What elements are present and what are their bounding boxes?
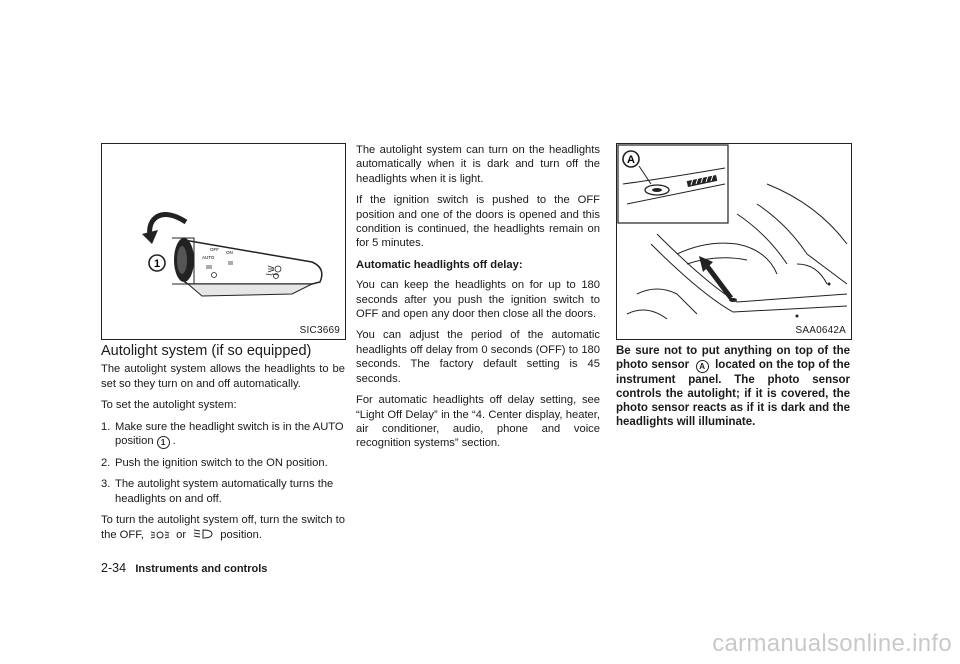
to-set-label: To set the autolight system: (101, 399, 237, 412)
warning-text-b: located on the top of the instrument panel. The photo sensor controls the autolight; if it is covered, the photo sensor reacts as if it is dark and the headlights will illuminate. (616, 359, 850, 428)
step-text: The autolight system automatically turns the headlights on and off. (115, 478, 334, 505)
turn-off-paragraph (101, 513, 345, 542)
step-2 (101, 456, 345, 470)
paragraph-4: You can adjust the period of the automatic headlights off delay from 0 seconds (OFF) to 180 seconds. The factory default setting is 45 seconds. (356, 329, 600, 385)
callout-1-ref: 1 (157, 436, 170, 449)
turn-off-end: position. (220, 528, 262, 541)
intro-paragraph: The autolight system allows the headlights to be set so they turn on and off automatically. (101, 363, 345, 390)
step-number: 1. (101, 420, 111, 433)
callout-1-label: 1 (153, 258, 161, 270)
step-number: 2. (101, 457, 111, 470)
paragraph-5: For automatic headlights off delay setting, see “Light Off Delay” in the “4. Center display, heater, air conditioner, audio, phone and voice recognition systems” section. (356, 394, 600, 450)
or-text: or (176, 528, 187, 541)
paragraph-2: If the ignition switch is pushed to the OFF position and one of the doors is opened and this condition is continued, the headlights remain on for 5 minutes. (356, 194, 600, 250)
callout-a-label: A (627, 154, 635, 166)
switch-label-auto: AUTO (202, 255, 215, 260)
headlight-switch-illustration (102, 144, 345, 339)
figure-id-left: SIC3669 (299, 325, 340, 336)
turn-off-text: To turn the autolight system off, turn the switch to the OFF, (101, 514, 345, 541)
step-end: . (172, 435, 176, 448)
section-title: Instruments and controls (135, 563, 268, 575)
site-watermark: carmanualsonline.info (712, 630, 952, 657)
step-number: 3. (101, 478, 111, 491)
photo-sensor-figure (616, 143, 852, 340)
photo-sensor-illustration (617, 144, 851, 339)
switch-label-off: OFF (210, 247, 219, 252)
step-3 (101, 477, 345, 506)
paragraph-1: The autolight system can turn on the headlights automatically when it is dark and turn off the headlights when it is light. (356, 144, 600, 185)
headlight-switch-figure (101, 143, 346, 340)
figure-id-right: SAA0642A (795, 325, 846, 336)
headlight-icon (192, 528, 214, 540)
page-number: 2-34 (101, 561, 127, 575)
page-footer (101, 561, 267, 575)
callout-a-ref: A (696, 360, 709, 373)
column-autolight-intro (101, 344, 345, 549)
parking-light-icon (150, 530, 170, 540)
step-text: Push the ignition switch to the ON position. (115, 457, 328, 470)
paragraph-3: You can keep the headlights on for up to 180 seconds after you push the ignition switch to OFF and open any door then close all the doors. (356, 279, 600, 321)
column-autolight-details (356, 143, 600, 458)
switch-label-on: ON (226, 250, 233, 255)
off-delay-heading: Automatic headlights off delay: (356, 258, 523, 271)
section-heading: Autolight system (if so equipped) (101, 343, 312, 359)
step-1 (101, 420, 345, 449)
column-warning (616, 344, 850, 429)
step-text: Make sure the headlight switch is in the AUTO position (115, 420, 344, 448)
warning-text-a: Be sure not to put anything on top of the photo sensor (616, 345, 850, 371)
